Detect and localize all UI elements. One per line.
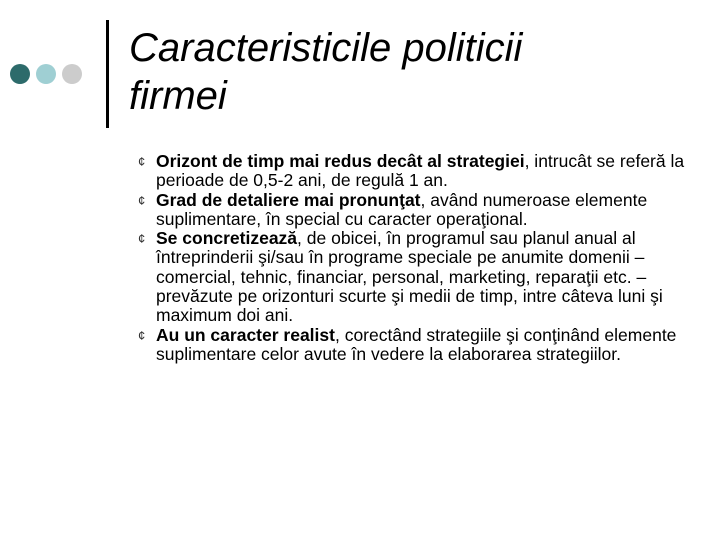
slide-title-line-1: Caracteristicile politicii [129,26,523,70]
ring-bullet-icon: ¢ [138,154,146,169]
dot-icon-dark-teal [10,64,30,84]
bullet-body-text: , de obicei, în programul sau planul anual al întreprinderii şi/sau în programe speciale pe anumite domenii – comercial, tehnic, financiar, personal, marketing, reparaţii etc. – prevăzute pe orizonturi scurte şi medii de timp, intre câteva luni şi maximum doi ani. [156,228,663,326]
bullet-list [138,152,698,364]
bullet-item [138,326,698,365]
bullet-bold-text: Au un caracter realist [156,324,335,345]
bullet-text [156,190,647,229]
bullet-body-text: , intrucât se referă la perioade de 0,5-2 ani, de regulă 1 an. [156,151,685,191]
slide-title-line-2: firmei [129,74,227,118]
decorative-dots [10,64,82,84]
bullet-bold-text: Se concretizează [156,228,298,249]
bullet-bold-text: Orizont de timp mai redus decât al strategiei [156,151,525,171]
bullet-text [156,228,663,325]
title-divider-line [106,20,109,128]
ring-bullet-icon: ¢ [138,231,146,247]
dot-icon-light-teal [36,64,56,84]
dot-icon-gray [62,64,82,84]
ring-bullet-icon: ¢ [138,192,146,208]
ring-bullet-icon: ¢ [138,327,146,343]
slide-title [129,24,689,120]
bullet-body-text: , corectând strategiile şi conţinând elemente suplimentare celor avute în vedere la elaborarea strategiilor. [156,324,677,364]
bullet-item [138,229,698,325]
bullet-text [156,151,684,190]
bullet-item [138,191,698,230]
bullet-item [138,152,698,191]
bullet-bold-text: Grad de detaliere mai pronunţat [156,189,421,210]
bullet-body-text: , având numeroase elemente suplimentare, în special cu caracter operaţional. [156,189,648,229]
bullet-text [156,325,676,364]
